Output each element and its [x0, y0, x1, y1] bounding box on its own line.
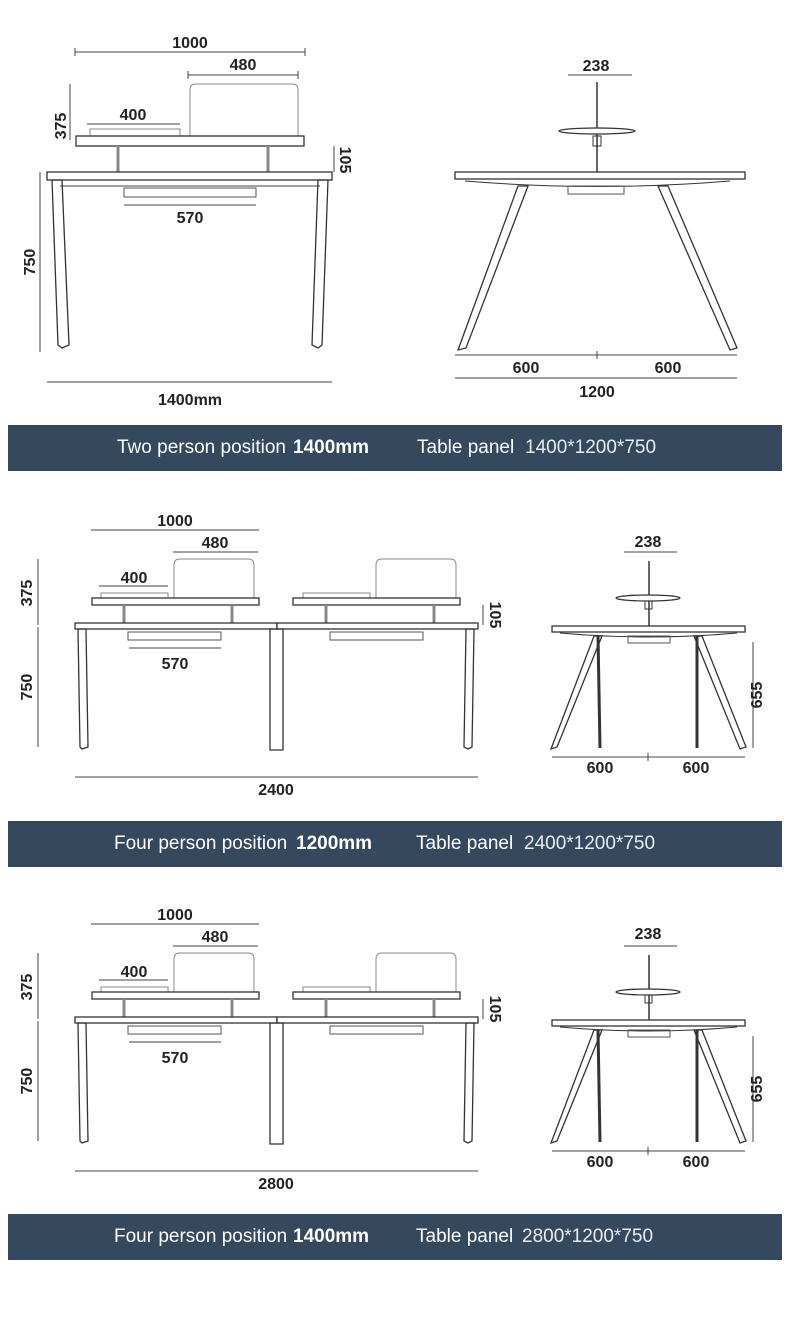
- section-four-person-1400: [0, 889, 790, 1269]
- front-view: [38, 530, 753, 777]
- dim-riser-height: 105: [486, 601, 503, 629]
- four-person-1400-diagram: [0, 889, 790, 1209]
- four-person-1200-diagram: [0, 495, 790, 815]
- section-four-person-1200: [0, 495, 790, 875]
- position-label: Four person position: [114, 1226, 288, 1247]
- position-label: Two person position: [117, 437, 286, 458]
- side-dim-left: 600: [586, 1154, 614, 1171]
- dim-riser-height: 105: [486, 995, 503, 1023]
- info-banner: [8, 1214, 782, 1260]
- panel-label: Table panel: [416, 833, 514, 854]
- dim-table-height: 750: [19, 673, 36, 701]
- section-two-person: [0, 0, 790, 480]
- dim-screen-width: 480: [201, 535, 229, 552]
- info-banner: [8, 425, 782, 471]
- side-dim-right: 600: [682, 1154, 710, 1171]
- dim-screen-height: 375: [19, 579, 36, 607]
- two-person-diagram: [0, 0, 790, 420]
- dim-overall-width: 2400: [258, 782, 294, 799]
- dim-riser-height: 105: [336, 146, 353, 174]
- side-view: [455, 75, 745, 378]
- dim-total-width: 1000: [157, 513, 193, 530]
- side-dim-height: 655: [749, 1075, 766, 1103]
- dim-tray-width: 400: [120, 964, 148, 981]
- panel-label: Table panel: [416, 1226, 514, 1247]
- dim-screen-height: 375: [19, 973, 36, 1001]
- dim-screen-height: 375: [53, 112, 70, 140]
- position-value: 1200mm: [296, 833, 373, 854]
- side-dim-left: 600: [512, 360, 540, 377]
- side-dim-right: 600: [654, 360, 682, 377]
- dim-drawer-width: 570: [161, 656, 189, 673]
- dim-table-height: 750: [22, 248, 39, 276]
- info-banner: [8, 821, 782, 867]
- dim-drawer-width: 570: [161, 1050, 189, 1067]
- side-dim-screen: 238: [634, 926, 662, 943]
- position-value: 1400mm: [293, 437, 370, 458]
- panel-value: 2800*1200*750: [522, 1226, 654, 1247]
- dim-drawer-width: 570: [176, 210, 204, 227]
- panel-label: Table panel: [417, 437, 515, 458]
- side-dim-left: 600: [586, 760, 614, 777]
- side-dim-screen: 238: [634, 534, 662, 551]
- side-dim-height: 655: [749, 681, 766, 709]
- front-view: [38, 924, 753, 1171]
- side-dim-right: 600: [682, 760, 710, 777]
- dim-screen-width: 480: [201, 929, 229, 946]
- dim-total-width: 1000: [172, 35, 208, 52]
- dim-table-height: 750: [19, 1067, 36, 1095]
- panel-value: 1400*1200*750: [525, 437, 657, 458]
- position-label: Four person position: [114, 833, 288, 854]
- panel-value: 2400*1200*750: [524, 833, 656, 854]
- dim-screen-width: 480: [229, 57, 257, 74]
- dim-tray-width: 400: [120, 570, 148, 587]
- dim-tray-width: 400: [119, 107, 147, 124]
- side-dim-screen: 238: [582, 58, 610, 75]
- dim-overall-width: 1400mm: [157, 392, 223, 409]
- dim-total-width: 1000: [157, 907, 193, 924]
- dim-overall-width: 2800: [258, 1176, 294, 1193]
- position-value: 1400mm: [293, 1226, 370, 1247]
- side-dim-total: 1200: [579, 384, 615, 401]
